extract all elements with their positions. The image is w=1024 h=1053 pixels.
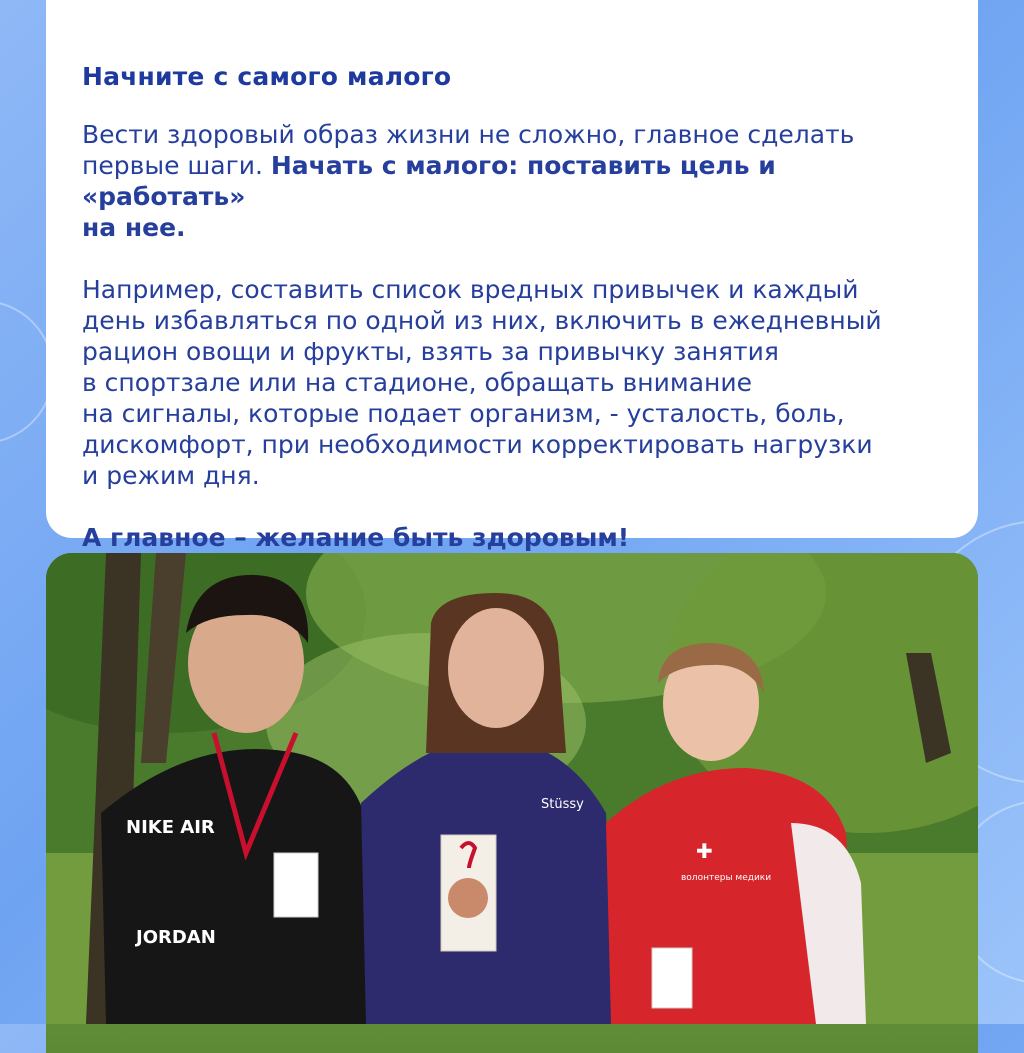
example-line: Например, составить список вредных привычек и каждый — [82, 275, 859, 304]
volunteers-photo — [46, 553, 978, 1053]
intro-text-line1: Вести здоровый образ жизни не сложно, главное сделать — [82, 120, 855, 149]
photo-illustration — [46, 553, 978, 1024]
hoodie-logo: Stüssy — [541, 797, 584, 812]
closing-statement: А главное – желание быть здоровым! — [82, 523, 630, 552]
intro-bold-text-end: на нее. — [82, 213, 186, 242]
example-line: на сигналы, которые подает организм, - усталость, боль, — [82, 399, 845, 428]
paragraph-intro — [82, 119, 942, 243]
shirt-print: JORDAN — [136, 927, 216, 948]
intro-text-line2: первые шаги. — [82, 151, 271, 180]
example-line: в спортзале или на стадионе, обращать внимание — [82, 368, 753, 397]
heading: Начните с самого малого — [82, 62, 452, 91]
example-line: дискомфорт, при необходимости корректировать нагрузки — [82, 430, 873, 459]
example-line: день избавляться по одной из них, включить в ежедневный — [82, 306, 882, 335]
cross-mark: ✚ — [696, 839, 713, 863]
example-line: рацион овощи и фрукты, взять за привычку занятия — [82, 337, 779, 366]
example-line: и режим дня. — [82, 461, 260, 490]
badge — [652, 948, 692, 1008]
intro-bold-text: Начать с малого: поставить цель и «работать» — [82, 151, 776, 211]
leaflet-image — [448, 878, 488, 918]
paragraph-example — [82, 274, 942, 491]
shirt-print: NIKE AIR — [126, 817, 215, 838]
vest-text: волонтеры медики — [681, 873, 772, 883]
text-card — [46, 0, 978, 552]
